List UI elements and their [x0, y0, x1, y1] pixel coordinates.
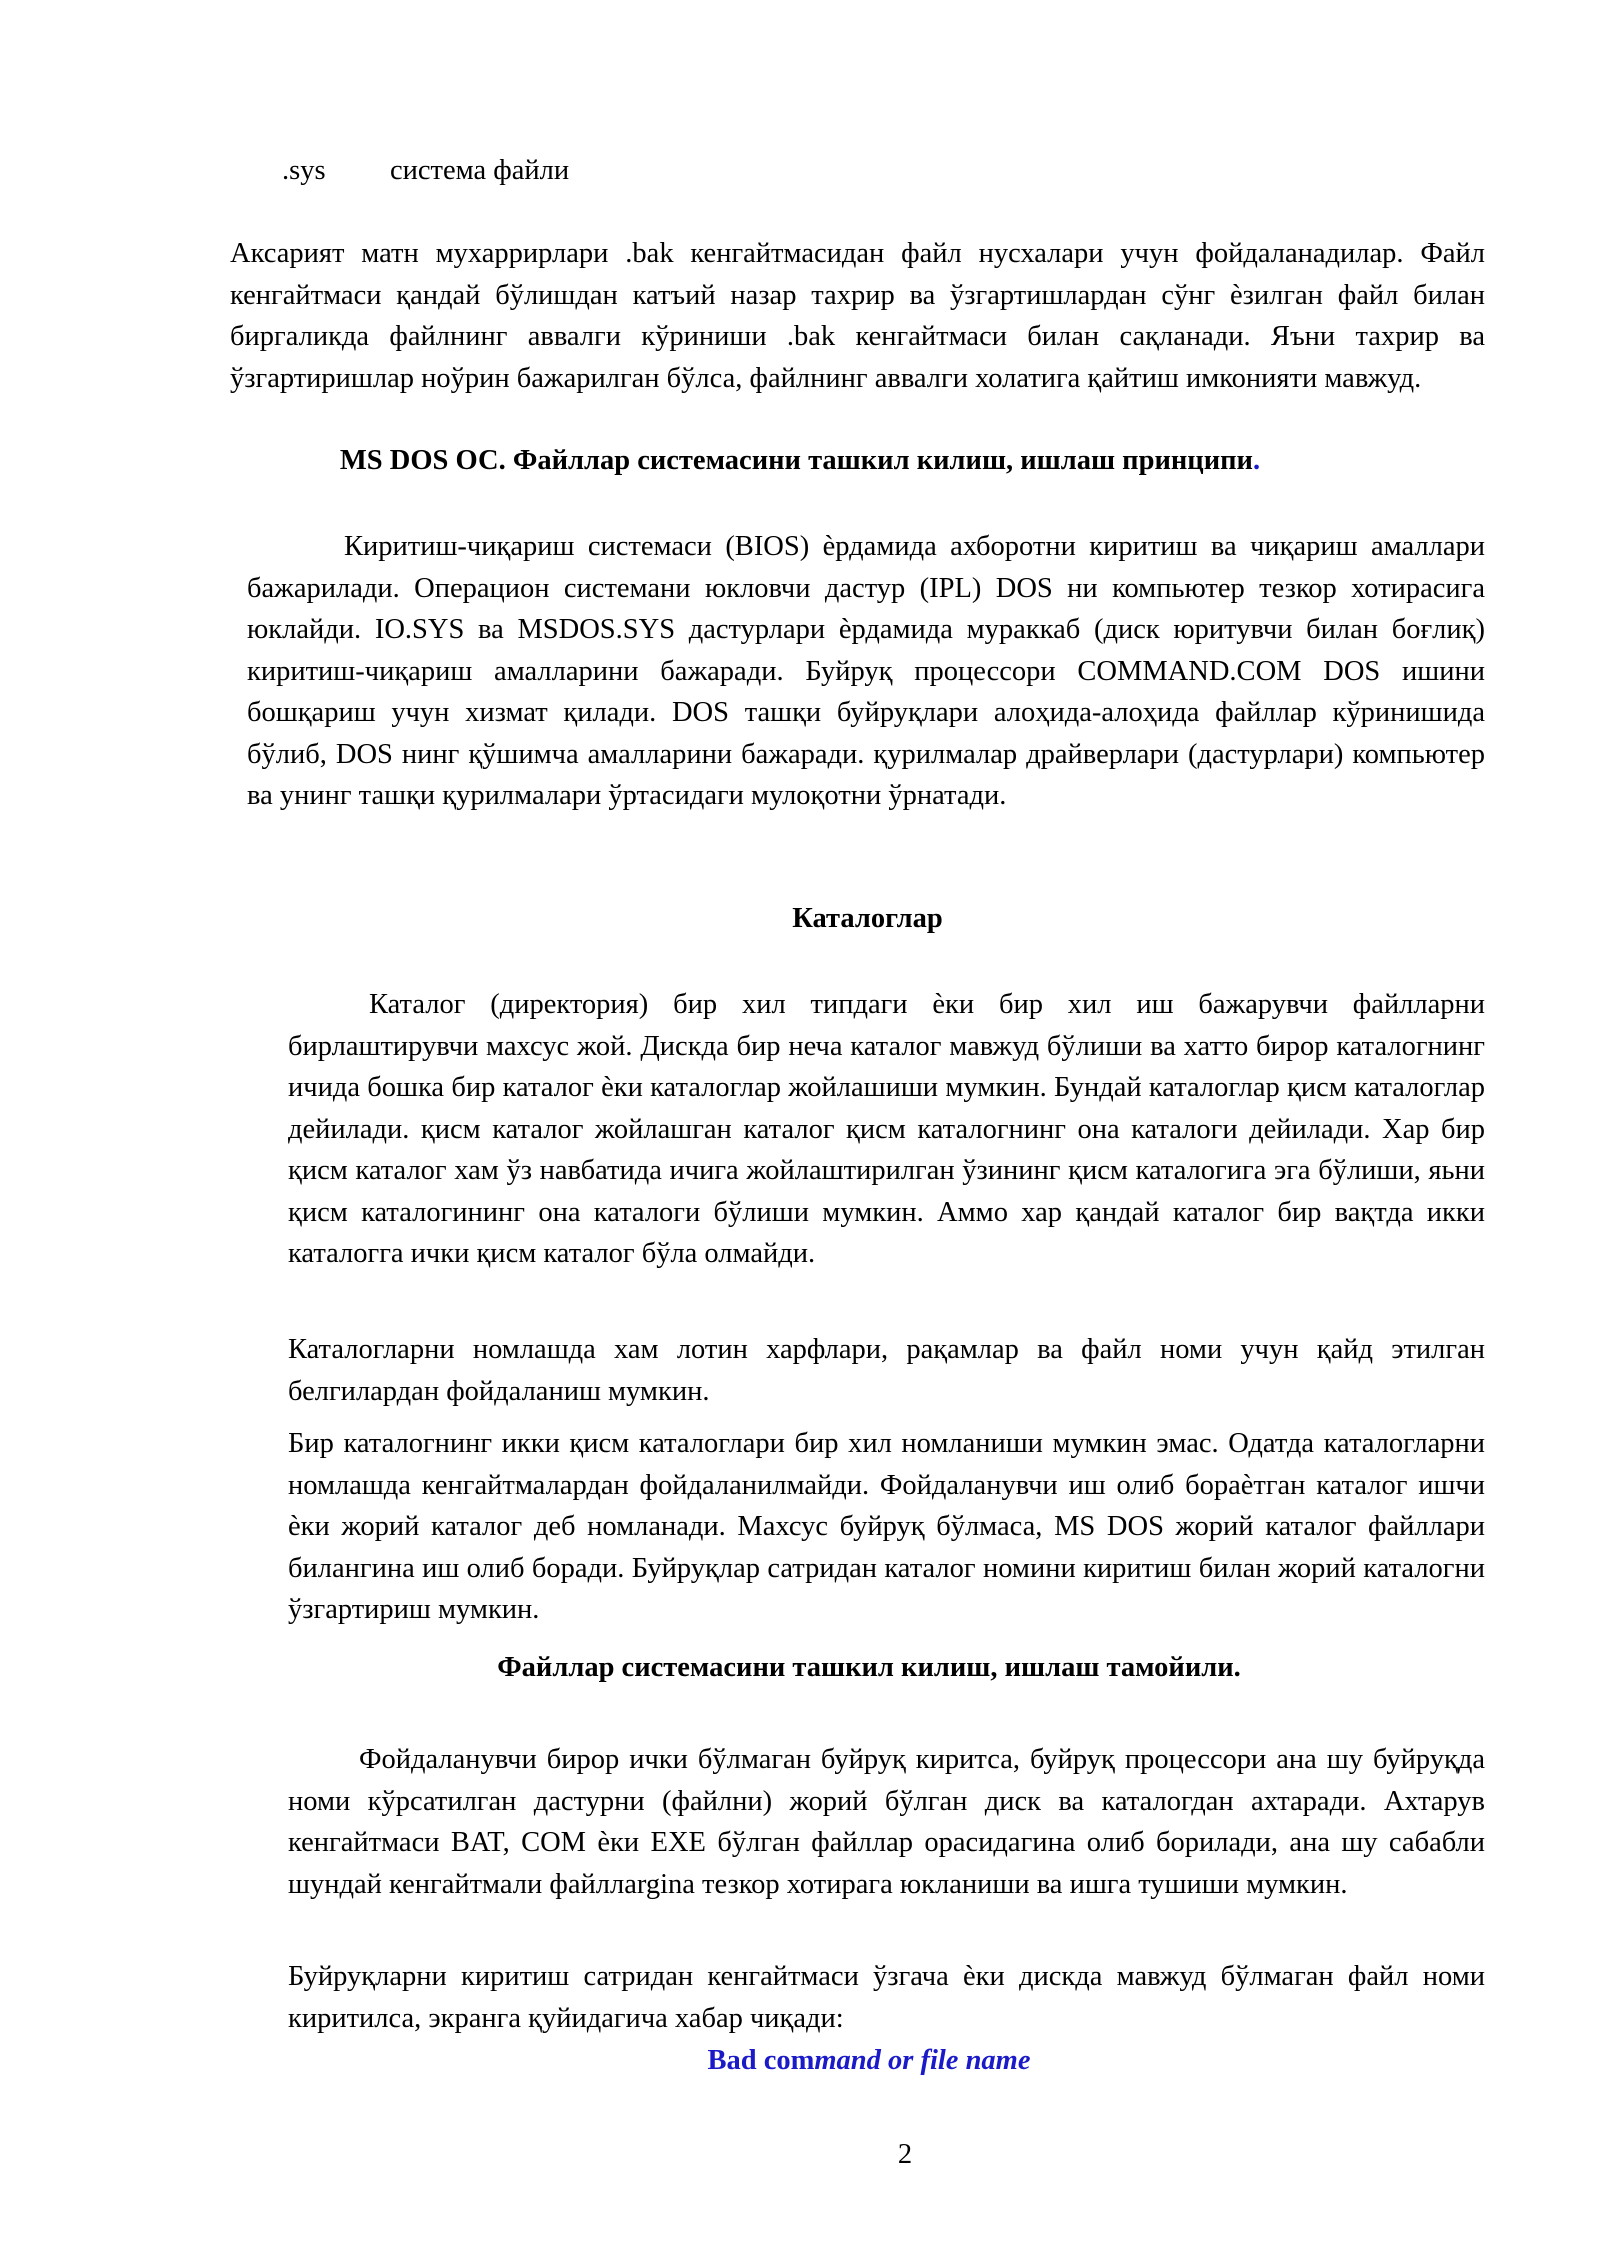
sys-description: система файли	[390, 155, 570, 186]
paragraph-subcatalogs: Бир каталогнинг икки қисм каталоглари бир хил номланиши мумкин эмас. Одатда каталогларни номлашда кенгайтмалардан фойдаланилмайди. Фойдаланувчи иш олиб бораèтган каталог ишчи èки жорий каталог деб номланади. Махсус буйруқ бўлмаса, MS DOS жорий каталог файллари билангина иш олиб боради. Буйруқлар сатридан каталог номини киритиш билан жорий каталогни ўзгартириш мумкин.	[288, 1428, 1485, 1625]
sys-extension: .sys	[282, 155, 326, 186]
bad-command-message	[0, 2040, 1600, 2082]
paragraph-command-search: Фойдаланувчи бирор ички бўлмаган буйруқ киритса, буйруқ процессори ана шу буйруқда номи кўрсатилган дастурни (файлни) жорий бўлган диск ва каталогдан ахтаради. Ахтарув кенгайтмаси BAT, COM èки EXE бўлган файллар орасидагина олиб борилади, ана шу сабабли шундай кенгайтмали файллargina тезкор хотирага юкланиши ва ишга тушиши мумкин.	[288, 1744, 1485, 1900]
message-part-1: Bad com	[707, 2045, 815, 2076]
paragraph-bios: Киритиш-чиқариш системаси (BIOS) èрдамида ахборотни киритиш ва чиқариш амаллари бажарилади. Операцион системани юкловчи дастур (IPL) DOS ни компьютер тезкор хотирасига юклайди. IO.SYS ва MSDOS.SYS дастурлари èрдамида мураккаб (диск юритувчи билан боғлиқ) киритиш-чиқариш амалларини бажаради. Буйруқ процессори COMMAND.COM DOS ишини бошқариш учун хизмат қилади. DOS ташқи буйруқлари алоҳида-алоҳида файллар кўринишида бўлиб, DOS нинг қўшимча амалларини бажаради. қурилмалар драйверлари (дастурлари) компьютер ва унинг ташқи қурилмалари ўртасидаги мулоқотни ўрнатади.	[247, 531, 1485, 811]
paragraph-error-message: Буйруқларни киритиш сатридан кенгайтмаси ўзгача èки дискда мавжуд бўлмаган файл номи киритилса, экранга қуйидагича хабар чиқади:	[288, 1961, 1485, 2034]
paragraph-catalog-naming: Каталогларни номлашда хам лотин харфлари, рақамлар ва файл номи учун қайд этилган белгилардан фойдаланиш мумкин.	[288, 1334, 1485, 1407]
heading-ms-dos-dot: .	[1252, 445, 1261, 476]
page-number: 2	[897, 2139, 913, 2170]
heading-catalogs: Каталоглар	[792, 903, 943, 934]
heading-ms-dos-text: MS DOS ОС. Файллар системасини ташкил килиш, ишлаш принципи	[339, 445, 1253, 476]
paragraph-bak-files: Аксарият матн мухаррирлари .bak кенгайтмасидан файл нусхалари учун фойдаланадилар. Файл кенгайтмаси қандай бўлишдан катъий назар тахрир ва ўзгартишлардан сўнг èзилган файл билан биргаликда файлнинг аввалги кўриниши .bak кенгайтмаси билан сақланади. Яъни тахрир ва ўзгартиришлар ноўрин бажарилган бўлса, файлнинг аввалги холатига қайтиш имконияти мавжуд.	[230, 238, 1485, 394]
paragraph-catalog-definition: Каталог (директория) бир хил типдаги èки бир хил иш бажарувчи файлларни бирлаштирувчи махсус жой. Дискда бир неча каталог мавжуд бўлиши ва хатто бирор каталогнинг ичида бошка бир каталог èки каталоглар жойлашиши мумкин. Бундай каталоглар қисм каталоглар дейилади. қисм каталог жойлашган каталог қисм каталогнинг она каталоги дейилади. Хар бир қисм каталог хам ўз навбатида ичига жойлаштирилган ўзининг қисм каталогига эга бўлиши, яьни қисм каталогининг она каталоги бўлиши мумкин. Аммо хар қандай каталог бир вақтда икки каталогга ички қисм каталог бўла олмайди.	[288, 989, 1485, 1269]
heading-file-system-principle: Файллар системасини ташкил килиш, ишлаш тамойили.	[497, 1652, 1241, 1683]
message-part-2: mand or file name	[814, 2045, 1031, 2076]
heading-ms-dos	[0, 440, 1600, 482]
